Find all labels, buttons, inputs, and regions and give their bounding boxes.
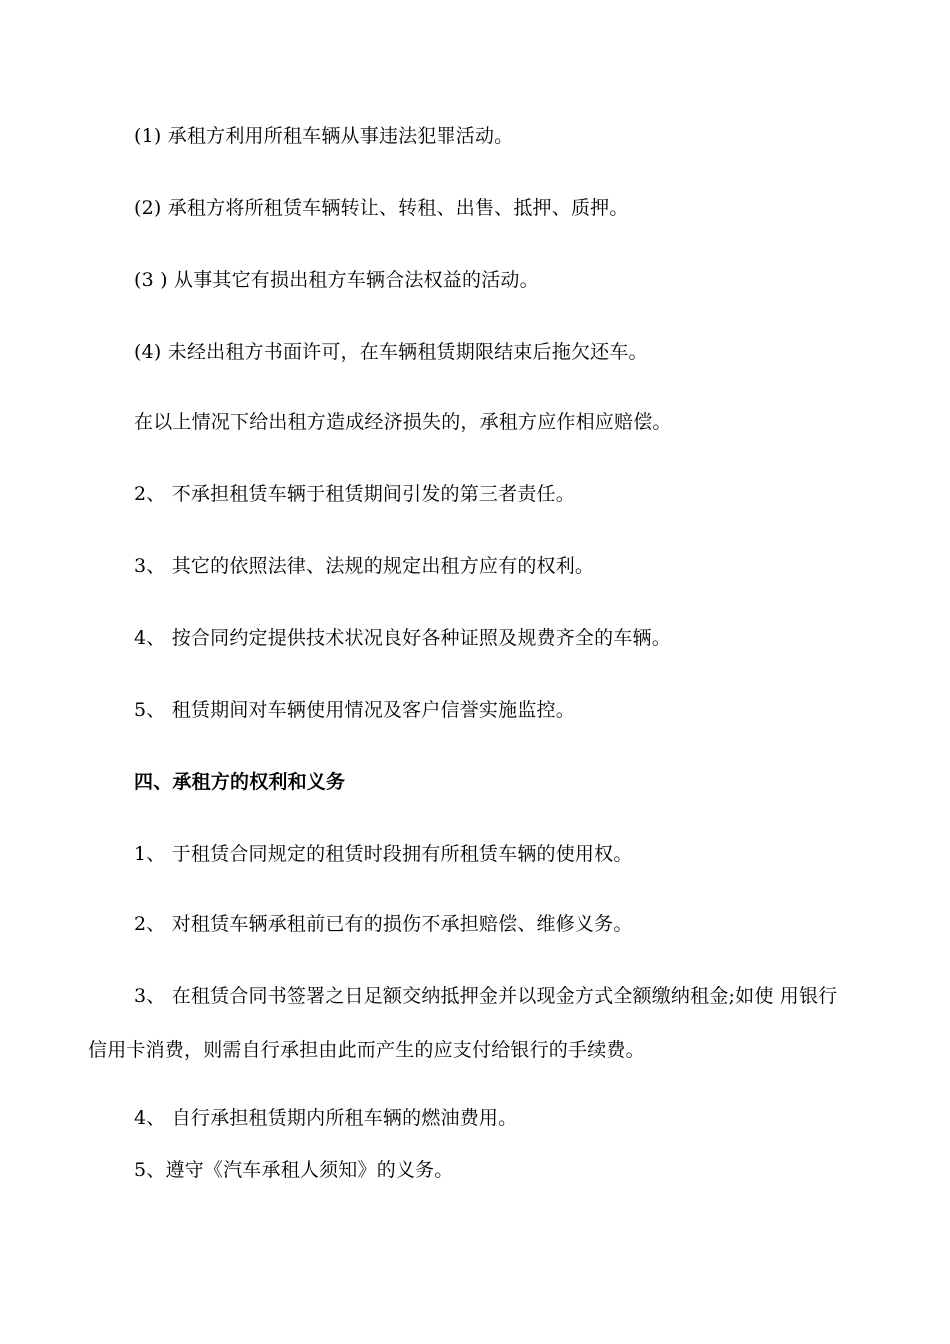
right-item-2: 2、 不承担租赁车辆于租赁期间引发的第三者责任。 <box>134 483 575 505</box>
lessee-item-2: 2、 对租赁车辆承租前已有的损伤不承担赔偿、维修义务。 <box>134 913 633 935</box>
lessee-item-5: 5、遵守《汽车承租人须知》的义务。 <box>134 1159 454 1181</box>
compensation-note: 在以上情况下给出租方造成经济损失的，承租方应作相应赔偿。 <box>134 411 672 433</box>
clause-2: (2) 承租方将所租赁车辆转让、转租、出售、抵押、质押。 <box>134 197 629 219</box>
right-item-4: 4、 按合同约定提供技术状况良好各种证照及规费齐全的车辆。 <box>134 627 671 649</box>
lessee-item-1: 1、 于租赁合同规定的租赁时段拥有所租赁车辆的使用权。 <box>134 843 633 865</box>
lessee-item-3-continuation: 信用卡消费，则需自行承担由此而产生的应支付给银行的手续费。 <box>88 1039 645 1061</box>
clause-3: (3 ) 从事其它有损出租方车辆合法权益的活动。 <box>134 269 539 291</box>
right-item-5: 5、 租赁期间对车辆使用情况及客户信誉实施监控。 <box>134 699 575 721</box>
section-heading: 四、承租方的权利和义务 <box>134 771 346 793</box>
lessee-item-4: 4、 自行承担租赁期内所租车辆的燃油费用。 <box>134 1107 518 1129</box>
clause-4: (4) 未经出租方书面许可，在车辆租赁期限结束后拖欠还车。 <box>134 341 648 363</box>
right-item-3: 3、 其它的依照法律、法规的规定出租方应有的权利。 <box>134 555 595 577</box>
lessee-item-3: 3、 在租赁合同书签署之日足额交纳抵押金并以现金方式全额缴纳租金;如使 用银行 <box>134 985 838 1007</box>
clause-1: (1) 承租方利用所租车辆从事违法犯罪活动。 <box>134 125 514 147</box>
